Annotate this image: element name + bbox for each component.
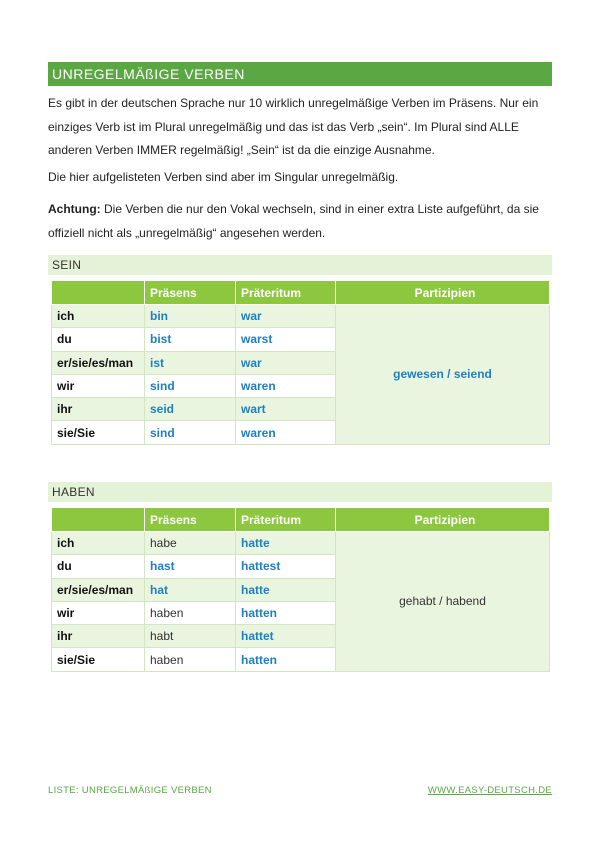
praesens-cell: habe [145,532,236,555]
praeteritum-cell: hatte [236,578,336,601]
person-cell: sie/Sie [52,421,145,444]
praeteritum-cell: warst [236,328,336,351]
header-praesens: Präsens [145,281,236,305]
person-cell: ihr [52,398,145,421]
praeteritum-cell: wart [236,398,336,421]
header-person [52,508,145,532]
page-title: UNREGELMÄßIGE VERBEN [48,62,552,86]
partizipien-cell: gehabt / habend [336,532,550,672]
person-cell: ihr [52,625,145,648]
praesens-cell: bist [145,328,236,351]
praesens-cell: sind [145,421,236,444]
header-partizipien: Partizipien [336,281,550,305]
header-praeteritum: Präteritum [236,508,336,532]
praeteritum-cell: war [236,351,336,374]
warning-paragraph [48,198,558,245]
person-cell: sie/Sie [52,648,145,671]
table-header-row [52,281,550,305]
praeteritum-cell: waren [236,421,336,444]
person-cell: wir [52,601,145,624]
person-cell: du [52,328,145,351]
praeteritum-cell: hatten [236,648,336,671]
praesens-cell: ist [145,351,236,374]
intro-paragraph: Es gibt in der deutschen Sprache nur 10 wirklich unregelmäßige Verben im Präsens. Nur ein einziges Verb ist im Plural unregelmäßig und das ist das Verb „sein“. Im Plural sind ALLE anderen Verben IMMER regelmäßig! „Sein“ ist da die einzige Ausnahme. [48,96,539,157]
praeteritum-cell: hattet [236,625,336,648]
warning-text: Die Verben die nur den Vokal wechseln, sind in einer extra Liste aufgeführt, da sie offiziell nicht als „unregelmäßig“ angesehen werden. [48,202,539,240]
verb-table-sein [51,280,550,445]
footer-list-title: LISTE: UNREGELMÄßIGE VERBEN [48,785,212,796]
praeteritum-cell: waren [236,374,336,397]
praeteritum-cell: war [236,305,336,328]
header-praeteritum: Präteritum [236,281,336,305]
table-row [52,532,550,555]
table-row [52,305,550,328]
footer-website-link[interactable]: WWW.EASY-DEUTSCH.DE [427,785,552,796]
praesens-cell: hat [145,578,236,601]
person-cell: ich [52,305,145,328]
person-cell: wir [52,374,145,397]
person-cell: er/sie/es/man [52,351,145,374]
partizipien-cell: gewesen / seiend [336,305,550,445]
praeteritum-cell: hatten [236,601,336,624]
praesens-cell: haben [145,648,236,671]
header-praesens: Präsens [145,508,236,532]
person-cell: er/sie/es/man [52,578,145,601]
table-header-row [52,508,550,532]
praesens-cell: haben [145,601,236,624]
praesens-cell: bin [145,305,236,328]
praesens-cell: hast [145,555,236,578]
verb-table-haben [51,507,550,672]
section-title-haben: HABEN [48,482,552,502]
warning-label: Achtung: [48,202,101,216]
praesens-cell: habt [145,625,236,648]
praesens-cell: sind [145,374,236,397]
header-person [52,281,145,305]
praeteritum-cell: hatte [236,532,336,555]
section-title-sein: SEIN [48,255,552,275]
praesens-cell: seid [145,398,236,421]
praeteritum-cell: hattest [236,555,336,578]
person-cell: ich [52,532,145,555]
singular-note-paragraph: Die hier aufgelisteten Verben sind aber im Singular unregelmäßig. [48,170,399,184]
person-cell: du [52,555,145,578]
header-partizipien: Partizipien [336,508,550,532]
